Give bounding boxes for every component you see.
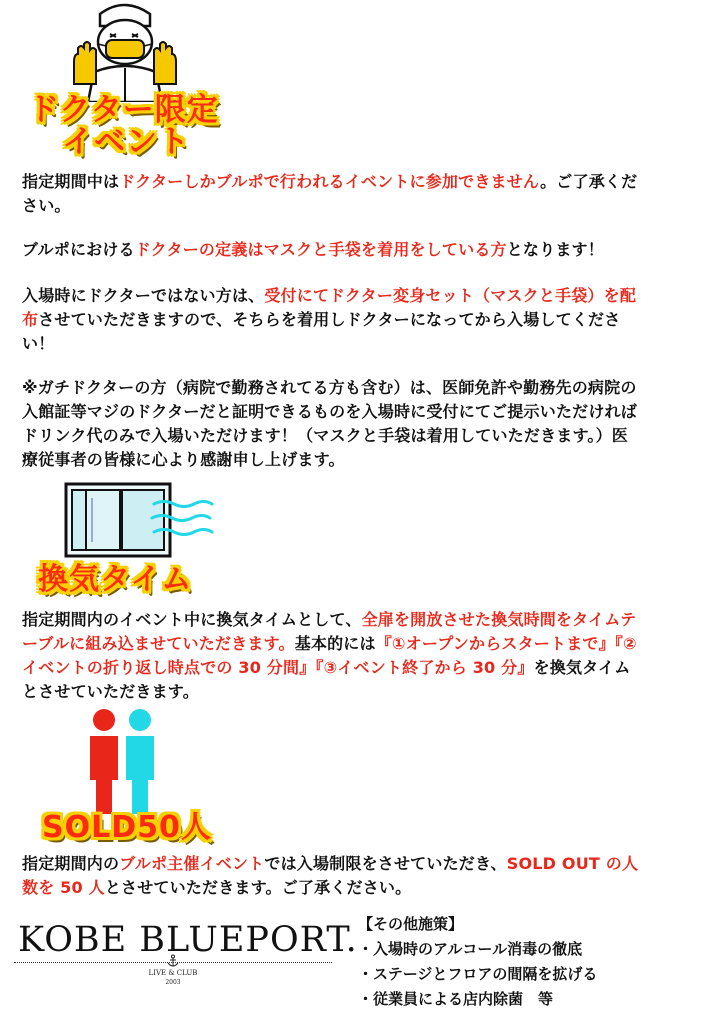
measures-item: ・従業員による店内除菌 等: [358, 990, 554, 1008]
text: では入場制限をさせていただき、: [264, 854, 507, 873]
logo-year: 2003: [165, 979, 181, 986]
text-highlight: SOLD OUT の人数を 50 人: [22, 854, 639, 897]
text: 入場時にドクターではない方は、: [22, 286, 265, 305]
window-illustration: [64, 482, 214, 558]
anchor-icon: [166, 954, 180, 968]
text-highlight: 全扉を開放させた換気時間をタイムテーブルに組み込ませていただきます。: [22, 610, 637, 653]
doctor-illustration: [66, 2, 184, 102]
text: 指定期間内の: [22, 854, 120, 873]
measures-title: 【その他施策】: [358, 915, 464, 933]
heading-doctor: [28, 94, 219, 158]
heading-doctor-line2: イベント: [62, 124, 190, 160]
text: 基本的には: [294, 634, 376, 653]
doctor-paragraph-2: [22, 238, 642, 262]
text-highlight: ブルポ主催イベント: [119, 854, 265, 873]
text: させていただきますので、そちらを着用しドクターになってから入場してください！: [22, 310, 621, 353]
text-highlight: ドクターしかブルポで行われるイベントに参加できません: [119, 172, 541, 191]
logo-subtitle: LIVE & CLUB: [148, 969, 198, 977]
heading-ventilation: 換気タイム: [38, 562, 193, 597]
ventilation-paragraph: [22, 608, 642, 704]
heading-doctor-line1: ドクター限定: [28, 92, 219, 128]
text: 指定期間内のイベント中に換気タイムとして、: [22, 610, 362, 629]
text-highlight: 受付にてドクター変身セット（マスクと手袋）を配布: [22, 286, 637, 329]
measures-item: ・ステージとフロアの間隔を拡げる: [358, 965, 598, 983]
doctor-paragraph-4: ※ガチドクターの方（病院で勤務されてる方も含む）は、医師免許や勤務先の病院の入館証等マジのドクターだと証明できるものを入場時に受付にてご提示いただければドリンク代のみで入場いただけます！（マスクと手袋は着用していただきます。）医療従事者の皆様に心より感謝申し上げます。: [22, 378, 637, 469]
sold-paragraph: [22, 852, 642, 900]
doctor-paragraph-3: [22, 284, 642, 356]
text-highlight: 『①オープンからスタートまで』『②イベントの折り返し時点での 30 分間』『③イベント終了から 30 分』: [22, 634, 637, 677]
text: ブルポにおける: [22, 240, 135, 259]
measures-item: ・入場時のアルコール消毒の徹底: [358, 940, 583, 958]
text: 指定期間中は: [22, 172, 120, 191]
text-highlight: ドクターの定義はマスクと手袋を着用をしている方: [134, 240, 507, 259]
kobe-blueport-logo: [14, 916, 358, 1011]
heading-sold: SOLD50人: [42, 810, 212, 845]
text: となります！: [506, 240, 604, 259]
text: 。ご了承ください。: [22, 172, 638, 215]
text: を換気タイムとさせていただきます。: [22, 658, 631, 701]
text: とさせていただきます。ご了承ください。: [104, 878, 412, 897]
people-illustration: [86, 706, 160, 816]
other-measures: [358, 912, 678, 1012]
doctor-paragraph-1: [22, 170, 642, 218]
logo-name: KOBE BLUEPORT.: [18, 920, 358, 960]
